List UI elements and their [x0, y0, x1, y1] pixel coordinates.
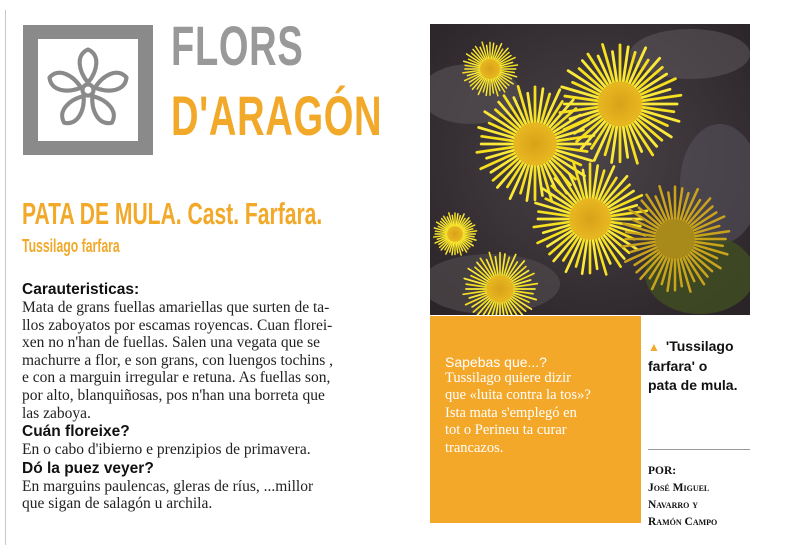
credit-line: Ramón Campo: [648, 516, 718, 528]
logo-inner-panel: [38, 39, 138, 141]
credit-line: Navarro y: [648, 499, 699, 511]
sidebar-line: que «luita contra la tos»?: [445, 387, 591, 404]
did-you-know-text: [445, 370, 637, 457]
paragraph-line: las zaboya.: [22, 404, 91, 422]
photo-caption: [648, 337, 768, 395]
sidebar-line: trancazos.: [445, 439, 504, 456]
caption-line: 'Tussilago: [665, 338, 734, 354]
did-you-know-title: Sapebas que...?: [445, 354, 547, 370]
paragraph-line: machurre a flor, e son grans, con luengos tochins ,: [22, 351, 334, 369]
section-question: Dó la puez veyer?: [22, 459, 154, 477]
section-title-line1: FLORS: [171, 14, 304, 77]
caption-line: pata de mula.: [648, 377, 738, 393]
paragraph-line: Mata de grans fuellas amariellas que surten de ta-: [22, 299, 330, 316]
sidebar-line: Tussilago quiere dizir: [445, 370, 571, 386]
paragraph-line: e con a marguin irregular e retuna. As fuellas son,: [22, 369, 331, 387]
sidebar-line: tot o Perineu ta curar: [445, 422, 567, 439]
page-edge-rule: [5, 10, 6, 545]
section-logo: [23, 25, 153, 155]
credit-line: POR:: [648, 465, 677, 477]
paragraph-line: xen no n'han de fuellas. Salen una vegata que se: [22, 334, 321, 352]
sidebar-line: Ista mata s'emplegó en: [445, 404, 577, 421]
author-credits: [648, 463, 717, 531]
article-body: [22, 280, 412, 513]
credit-line: José Miguel: [648, 482, 710, 494]
caption-line: farfara' o: [648, 358, 708, 374]
caption-divider: [648, 449, 750, 450]
paragraph-line: En marguins paulencas, gleras de ríus, ...millor: [22, 477, 314, 495]
section-question: Cuán floreixe?: [22, 423, 130, 441]
section-title-line2: D'ARAGÓN: [171, 84, 383, 147]
paragraph-line: En o cabo d'ibierno e prenzipios de primavera.: [22, 441, 311, 459]
paragraph-line: llos zaboyatos por escamas royencas. Cuan florei-: [22, 316, 333, 334]
paragraph-line: por alto, blanquiñosas, pos n'han una borreta que: [22, 386, 325, 404]
did-you-know-box: [430, 316, 641, 523]
triangle-up-icon: ▲: [648, 340, 660, 354]
section-question: Carauteristicas:: [22, 281, 140, 298]
latin-name: Tussilago farfara: [22, 236, 120, 256]
plant-heading: PATA DE MULA. Cast. Farfara.: [22, 196, 323, 231]
paragraph-line: que sigan de salagón u archila.: [22, 495, 213, 513]
flower-photo: [430, 24, 750, 315]
flower-outline-icon: [42, 44, 134, 136]
